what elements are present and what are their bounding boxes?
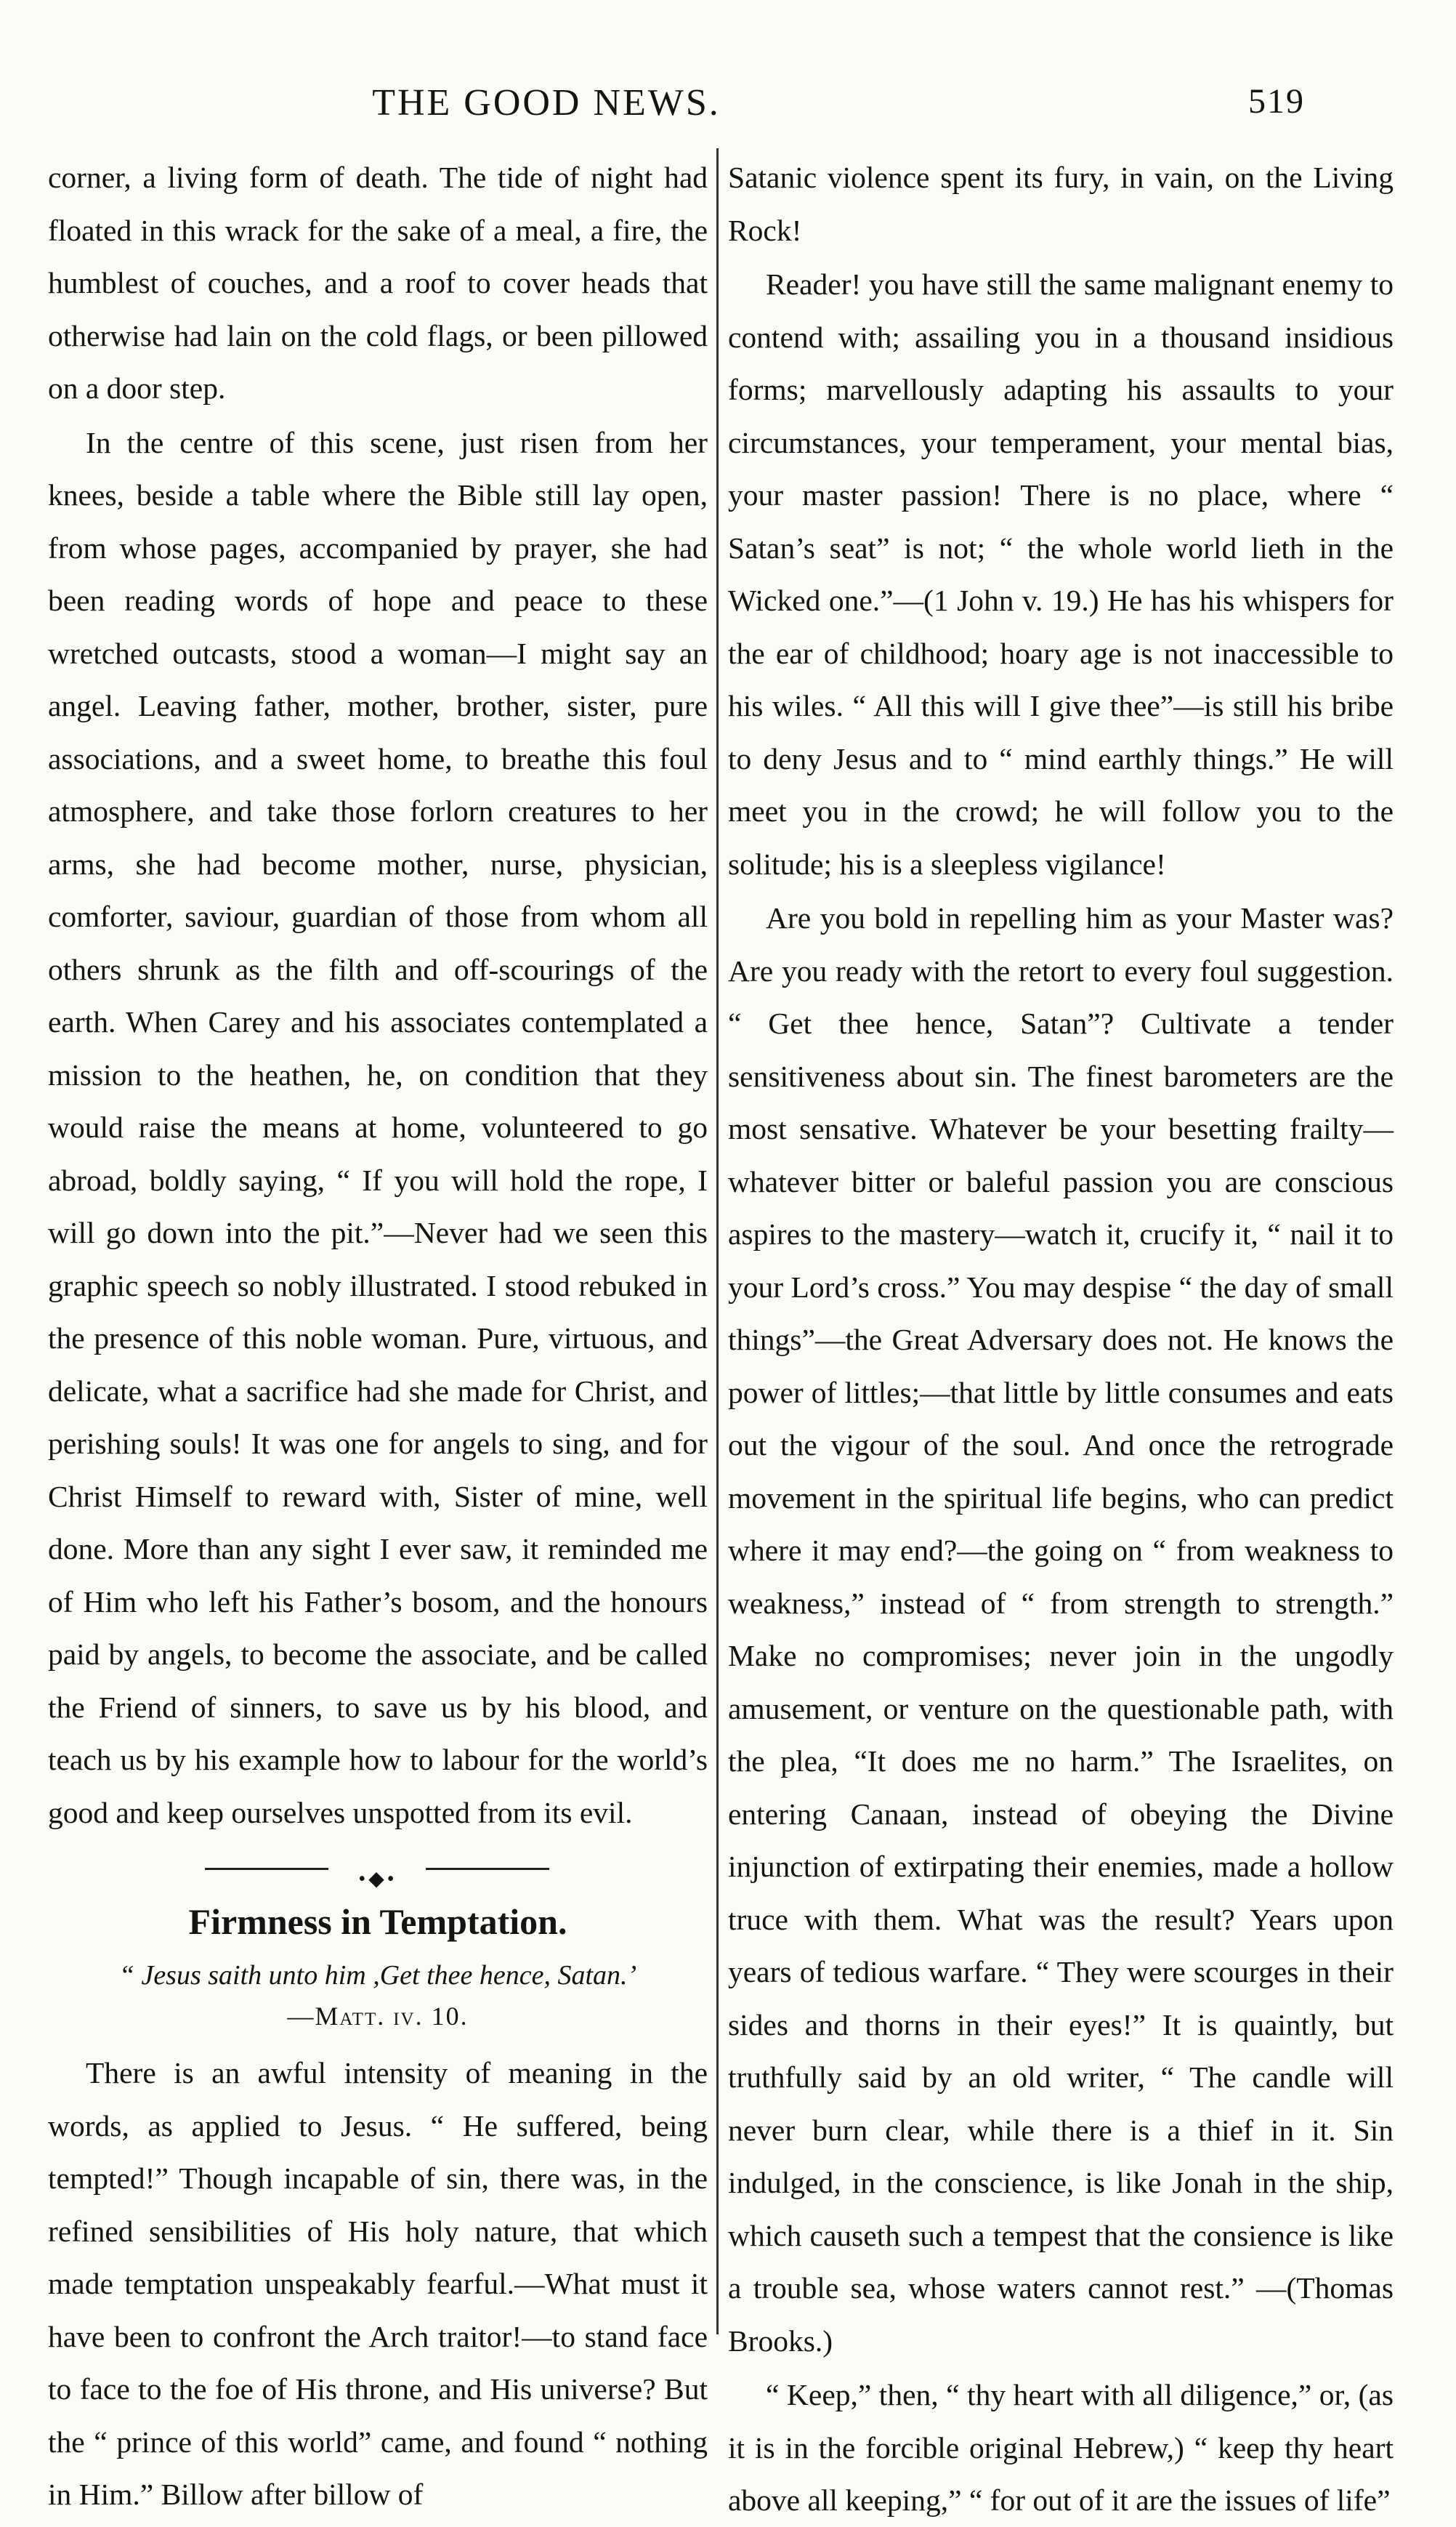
paragraph: There is an awful intensity of meaning in the words, as applied to Jesus. “ He suffered, being tempted!” Though incapable of sin, there was, in the refined sensibilities of His holy nature, that which made temptation unspeakably fearful.—What must it have been to confront the Arch traitor!—to stand face to face to the foe of His throne, and His universe? But the “ prince of this world” came, and found “ nothing in Him.” Billow after billow of: [48, 2056, 708, 2511]
paragraph: Satanic violence spent its fury, in vain, on the Living Rock!: [728, 161, 1394, 247]
paragraph: Are you bold in repelling him as your Master was? Are you ready with the retort to every foul suggestion. “ Get thee hence, Satan”? Cultivate a tender sensitiveness about sin. The finest barometers are the most sensative. Whatever be your besetting frailty—whatever bitter or baleful passion you are conscious aspires to the mastery—watch it, crucify it, “ nail it to your Lord’s cross.” You may despise “ the day of small things”—the Great Adversary does not. He knows the power of littles;—that little by little consumes and eats out the vigour of the soul. And once the retrograde movement in the spiritual life begins, who can predict where it may end?—the going on “ from weakness to weakness,” instead of “ from strength to strength.” Make no compromises; never join in the ungodly amusement, or venture on the questionable path, with the plea, “It does me no harm.” The Israelites, on entering Canaan, instead of obeying the Divine injunction of extirpating their enemies, made a hollow truce with them. What was the result? Years upon years of tedious warfare. “ They were scourges in their sides and thorns in their eyes!” It is quaintly, but truthfully said by an old writer, “ The candle will never burn clear, while there is a thief in it. Sin indulged, in the conscience, is like Jonah in the ship, which causeth such a tempest that the consience is like a trouble sea, whose waters cannot rest.” —(Thomas Brooks.): [728, 901, 1394, 2358]
divider-dots-icon: •◆•: [358, 1868, 397, 1890]
paragraph: “ Keep,” then, “ thy heart with all diligence,” or, (as it is in the forcible original Hebrew,) “ keep thy heart above all keeping,” “ for out of it are the issues of life”: [728, 2378, 1394, 2517]
paragraph: In the centre of this scene, just risen from her knees, beside a table where the Bible still lay open, from whose pages, accompanied by prayer, she had been reading words of hope and peace to these wretched outcasts, stood a woman—I might say an angel. Leaving father, mother, brother, sister, pure associations, and a sweet home, to breathe this foul atmosphere, and take those forlorn creatures to her arms, she had become mother, nurse, physician, comforter, saviour, guardian of those from whom all others shrunk as the filth and off-scourings of the earth. When Carey and his associates contemplated a mission to the heathen, he, on condition that they would raise the means at home, volunteered to go abroad, boldly saying, “ If you will hold the rope, I will go down into the pit.”—Never had we seen this graphic speech so nobly illustrated. I stood rebuked in the presence of this noble woman. Pure, virtuous, and delicate, what a sacrifice had she made for Christ, and perishing souls! It was one for angels to sing, and for Christ Himself to reward with, Sister of mine, well done. More than any sight I ever saw, it reminded me of Him who left his Father’s bosom, and the honours paid by angels, to become the associate, and be called the Friend of sinners, to save us by his blood, and teach us by his example how to labour for the world’s good and keep ourselves unspotted from its evil.: [48, 425, 708, 1829]
running-title: THE GOOD NEWS.: [372, 82, 721, 124]
right-column: [728, 151, 1394, 2527]
page-number: 519: [1248, 82, 1305, 121]
section-title: Firmness in Temptation.: [188, 1901, 567, 1942]
paragraph: Reader! you have still the same malignant enemy to contend with; assailing you in a thousand insidious forms; marvellously adapting his assaults to your circumstances, your temperament, your mental bias, your master passion! There is no place, where “ Satan’s seat” is not; “ the whole world lieth in the Wicked one.”—(1 John v. 19.) He has his whispers for the ear of childhood; hoary age is not inaccessible to his wiles. “ All this will I give thee”—is still his bribe to deny Jesus and to “ mind earthly things.” He will meet you in the crowd; he will follow you to the solitude; his is a sleepless vigilance!: [728, 267, 1394, 881]
page-header: [0, 70, 1456, 135]
left-column: [48, 151, 708, 2521]
paragraph: corner, a living form of death. The tide of night had floated in this wrack for the sake of a meal, a fire, the humblest of couches, and a roof to cover heads that otherwise had lain on the cold flags, or been pillowed on a door step.: [48, 161, 708, 405]
divider-line-left: [205, 1868, 328, 1870]
section-divider-ornament: [48, 1858, 708, 1890]
epigraph-quote: “ Jesus saith unto him ,Get thee hence, Satan.’: [118, 1960, 637, 1991]
column-rule: [716, 148, 719, 2334]
epigraph-reference: —Matt. iv. 10.: [287, 2002, 469, 2031]
divider-line-right: [426, 1868, 549, 1870]
